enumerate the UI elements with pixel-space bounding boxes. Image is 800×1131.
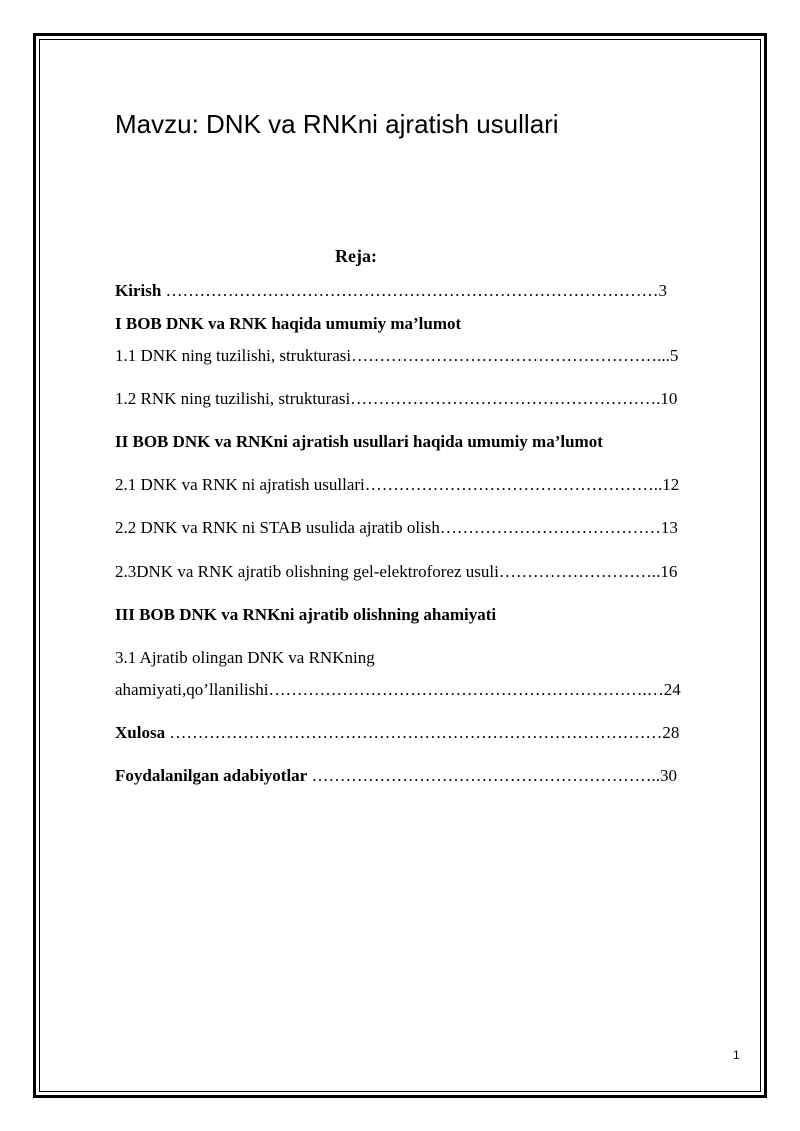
toc-entry-3-1-line1: 3.1 Ajratib olingan DNK va RNKning [115,648,375,667]
toc-entry-kirish [115,280,667,302]
toc-label: Foydalanilgan adabiyotlar [115,766,308,785]
toc-leader: ……………………………………………………………………………28 [165,723,680,742]
toc-entry-2-2: 2.2 DNK va RNK ni STAB usulida ajratib olish…………………………………13 [115,518,678,537]
toc-leader: ……………………………………………………..30 [307,766,677,785]
toc-entry-1-1: 1.1 DNK ning tuzilishi, strukturasi………………………………………………...5 [115,346,679,365]
toc-entry-chapter-1: I BOB DNK va RNK haqida umumiy ma’lumot [115,314,462,333]
toc-entry-1-2: 1.2 RNK ning tuzilishi, strukturasi……………………………………………….10 [115,389,678,408]
toc-entry-chapter-3: III BOB DNK va RNKni ajratib olishning ahamiyati [115,605,497,624]
toc-entry-xulosa [115,722,679,744]
toc-entry-2-3: 2.3DNK va RNK ajratib olishning gel-elektroforez usuli………………………..16 [115,562,678,581]
toc-label: Kirish [115,281,162,300]
page-number: 1 [733,1048,740,1062]
toc-entry-chapter-2: II BOB DNK va RNKni ajratish usullari haqida umumiy ma’lumot [115,432,603,451]
toc-entry-references [115,765,677,787]
toc-label: Xulosa [115,723,166,742]
toc-leader: ……………………………………………………………………………3 [161,281,668,300]
toc-entry-3-1-line2: ahamiyati,qo’llanilishi………………………………………………………….…24 [115,680,681,699]
toc-entry-2-1: 2.1 DNK va RNK ni ajratish usullari……………………………………………..12 [115,475,680,494]
document-title: Mavzu: DNK va RNKni ajratish usullari [115,109,559,139]
plan-heading: Reja: [335,246,377,266]
